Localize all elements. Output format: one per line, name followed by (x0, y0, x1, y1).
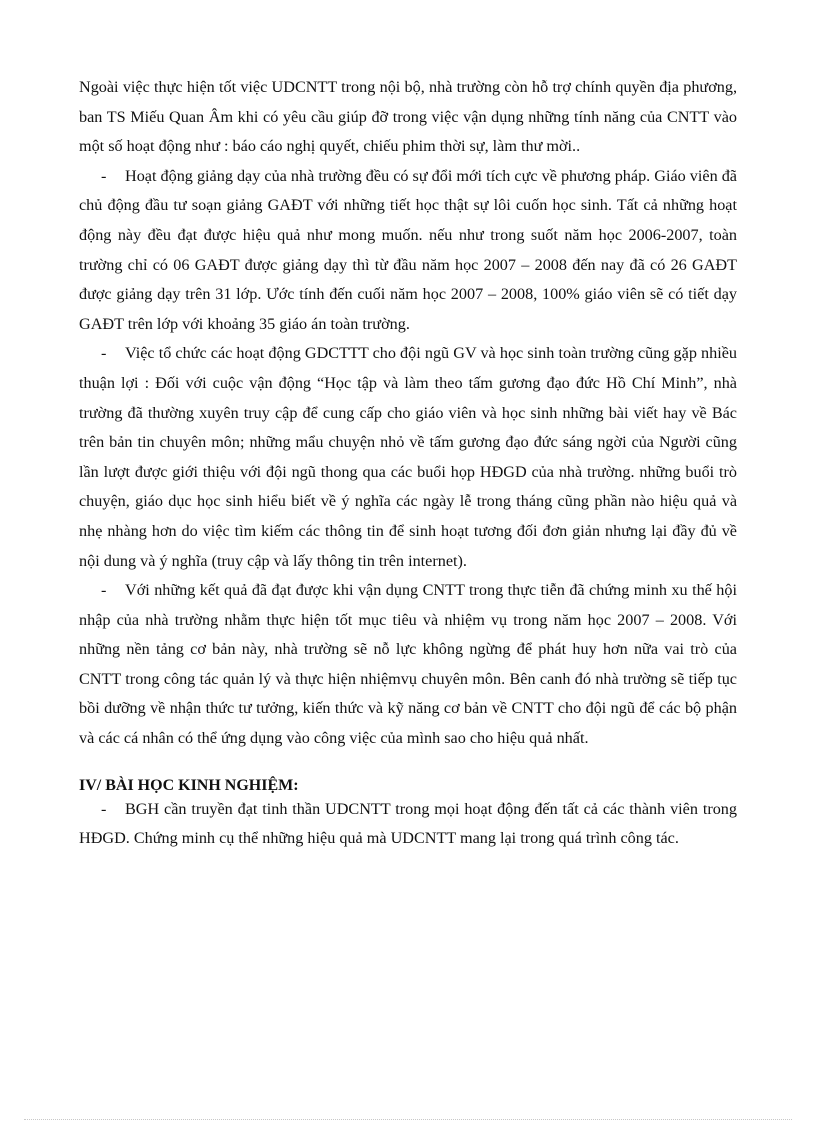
list-item-text: Hoạt động giảng dạy của nhà trường đều có sự đổi mới tích cực về phương pháp. Giáo viên đã chủ động đầu tư soạn giảng GAĐT với những tiết học thật sự lôi cuốn học sinh. Tất cả những hoạt động này đều đạt được hiệu quả như mong muốn. nếu như trong suốt năm học 2006-2007, toàn trường chỉ có 06 GAĐT được giảng dạy thì từ đầu năm học 2007 – 2008 đến nay đã có 26 GAĐT được giảng dạy trên 31 lớp. Ước tính đến cuối năm học 2007 – 2008, 100% giáo viên sẽ có tiết dạy GAĐT trên lớp với khoảng 35 giáo án toàn trường. (79, 166, 737, 333)
page-bottom-rule (24, 1119, 792, 1120)
list-item (79, 576, 737, 754)
bullet-dash: - (101, 344, 107, 363)
lesson-item (79, 795, 737, 854)
bullet-dash: - (101, 166, 107, 185)
bullet-dash: - (101, 581, 107, 600)
list-item-text: Việc tổ chức các hoạt động GDCTTT cho đội ngũ GV và học sinh toàn trường cũng gặp nhiều thuận lợi : Đối với cuộc vận động “Học tập và làm theo tấm gương đạo đức Hồ Chí Minh”, nhà trường đã thường xuyên truy cập để cung cấp cho giáo viên và học sinh những bài viết hay về Bác trên bản tin chuyên môn; những mẩu chuyện nhỏ về tấm gương đạo đức sáng ngời của Người cũng lần lượt được giới thiệu với đội ngũ thong qua các buổi họp HĐGD của nhà trường. những buổi trò chuyện, giáo dục học sinh hiểu biết về ý nghĩa các ngày lễ trong tháng cũng phần nào hiệu quả và nhẹ nhàng hơn do việc tìm kiếm các thông tin để sinh hoạt tương đối đơn giản nhưng lại đầy đủ về nội dung và ý nghĩa (truy cập và lấy thông tin trên internet). (79, 344, 737, 570)
list-item-text: Với những kết quả đã đạt được khi vận dụng CNTT trong thực tiễn đã chứng minh xu thế hội nhập của nhà trường nhằm thực hiện tốt mục tiêu và nhiệm vụ trong năm học 2007 – 2008. Với những nền tảng cơ bản này, nhà trường sẽ nỗ lực không ngừng để phát huy hơn nữa vai trò của CNTT trong công tác quản lý và thực hiện nhiệmvụ chuyên môn. Bên canh đó nhà trường sẽ tiếp tục bồi dưỡng về nhận thức tư tưởng, kiến thức và kỹ năng cơ bản về CNTT cho đội ngũ để các bộ phận và các cá nhân có thể ứng dụng vào công việc của mình sao cho hiệu quả nhất. (79, 581, 737, 748)
list-item (79, 162, 737, 340)
bullet-dash: - (101, 799, 107, 818)
intro-paragraph: Ngoài việc thực hiện tốt việc UDCNTT trong nội bộ, nhà trường còn hỗ trợ chính quyền địa phương, ban TS Miếu Quan Âm khi có yêu cầu giúp đỡ trong việc vận dụng những tính năng của CNTT vào một số hoạt động như : báo cáo nghị quyết, chiếu phim thời sự, làm thư mời.. (79, 78, 737, 156)
document-page (79, 73, 737, 854)
section-heading: IV/ BÀI HỌC KINH NGHIỆM: (79, 776, 299, 794)
list-item (79, 339, 737, 576)
lesson-item-text: BGH cần truyền đạt tinh thần UDCNTT trong mọi hoạt động đến tất cả các thành viên trong HĐGD. Chứng minh cụ thể những hiệu quả mà UDCNTT mang lại trong quá trình công tác. (79, 799, 737, 848)
